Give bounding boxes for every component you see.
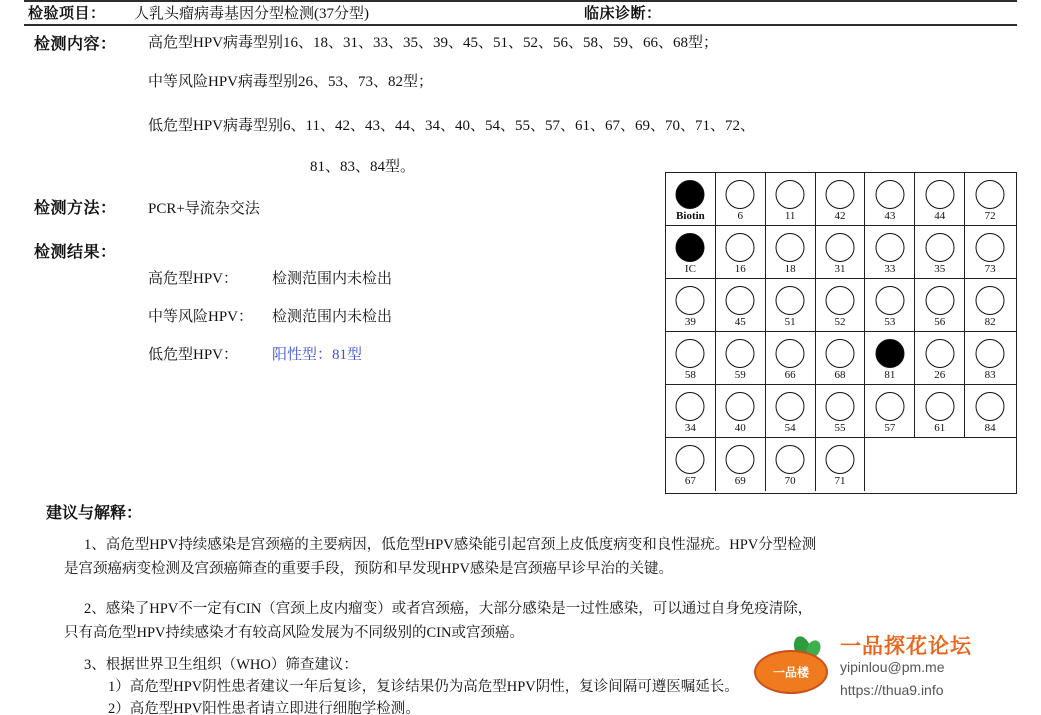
advice-item-1-line-1: 1、高危型HPV持续感染是宫颈癌的主要病因，低危型HPV感染能引起宫颈上皮低度病变和良性湿疣。HPV分型检测: [84, 537, 817, 553]
membrane-dot-label: 56: [934, 316, 946, 328]
membrane-dot-label: 67: [684, 475, 696, 487]
membrane-dot-label: 35: [934, 263, 946, 275]
membrane-cell: [816, 332, 866, 384]
advice-item-3-line-3: 2）高危型HPV阳性患者请立即进行细胞学检测。: [108, 701, 420, 715]
membrane-row: [666, 385, 1016, 438]
membrane-dot-negative: [726, 392, 755, 421]
membrane-dot-label: 66: [784, 369, 796, 381]
result-row-value: 检测范围内未检出: [272, 309, 393, 325]
exam-item-value: 人乳头瘤病毒基因分型检测(37分型): [134, 6, 369, 22]
detection-result-label: 检测结果：: [34, 244, 117, 261]
header-rule-bottom: [24, 24, 1017, 26]
result-row-value-positive: 阳性型：81型: [272, 347, 363, 363]
membrane-cell: [716, 385, 766, 437]
membrane-cell: [965, 279, 1015, 331]
membrane-cell: [766, 173, 816, 225]
advice-title: 建议与解释：: [46, 505, 143, 522]
membrane-dot-negative: [825, 445, 854, 474]
exam-item-label: 检验项目：: [28, 6, 106, 22]
membrane-cell: [716, 332, 766, 384]
membrane-dot-negative: [825, 339, 854, 368]
membrane-dot-negative: [825, 286, 854, 315]
membrane-dot-negative: [676, 339, 705, 368]
hpv-membrane-panel: [665, 172, 1017, 494]
detection-method-label: 检测方法：: [34, 200, 117, 217]
membrane-dot-negative: [776, 339, 805, 368]
membrane-cell: [666, 226, 716, 278]
logo-ellipse: [754, 650, 828, 694]
membrane-dot-negative: [726, 180, 755, 209]
membrane-dot-label: 83: [984, 369, 996, 381]
membrane-dot-negative: [726, 233, 755, 262]
membrane-dot-label: 61: [934, 422, 946, 434]
advice-item-3-line-2: 1）高危型HPV阴性患者建议一年后复诊，复诊结果仍为高危型HPV阴性，复诊间隔可遵医嘱延长。: [108, 679, 739, 695]
membrane-cell: [965, 332, 1015, 384]
membrane-dot-negative: [676, 392, 705, 421]
membrane-dot-label: 55: [834, 422, 846, 434]
membrane-cell: [915, 279, 965, 331]
membrane-cell: [865, 226, 915, 278]
membrane-dot-positive: [676, 233, 705, 262]
membrane-dot-positive: [676, 180, 705, 209]
membrane-dot-negative: [825, 180, 854, 209]
membrane-dot-negative: [976, 392, 1005, 421]
membrane-row: [666, 226, 1016, 279]
membrane-dot-negative: [925, 339, 954, 368]
membrane-dot-negative: [976, 286, 1005, 315]
membrane-dot-negative: [976, 180, 1005, 209]
result-row-key: 中等风险HPV：: [148, 309, 254, 325]
membrane-cell: [915, 332, 965, 384]
membrane-dot-negative: [925, 392, 954, 421]
result-row-value: 检测范围内未检出: [272, 271, 393, 287]
membrane-dot-negative: [925, 233, 954, 262]
membrane-cell: [666, 385, 716, 437]
logo-badge-text: 一品楼: [772, 665, 810, 680]
membrane-cell: [766, 279, 816, 331]
membrane-cell: [816, 279, 866, 331]
membrane-cell: [816, 226, 866, 278]
detection-content-line-2: 中等风险HPV病毒型别26、53、73、82型；: [148, 74, 434, 90]
membrane-dot-negative: [825, 233, 854, 262]
membrane-cell: [716, 279, 766, 331]
membrane-dot-label: Biotin: [676, 210, 705, 222]
membrane-dot-negative: [776, 392, 805, 421]
membrane-cell: [865, 332, 915, 384]
detection-content-line-1: 高危型HPV病毒型别16、18、31、33、35、39、45、51、52、56、58、59、66、68型；: [148, 35, 719, 51]
detection-method-value: PCR+导流杂交法: [148, 201, 260, 217]
membrane-dot-label: 69: [734, 475, 746, 487]
membrane-dot-label: 33: [884, 263, 896, 275]
watermark-email: yipinlou@pm.me: [840, 659, 945, 675]
membrane-row: [666, 173, 1016, 226]
membrane-dot-label: 31: [834, 263, 846, 275]
membrane-dot-label: 42: [834, 210, 846, 222]
membrane-dot-negative: [726, 445, 755, 474]
detection-content-line-3: 低危型HPV病毒型别6、11、42、43、44、34、40、54、55、57、61、67、69、70、71、72、: [148, 118, 755, 134]
membrane-dot-label: 71: [834, 475, 846, 487]
membrane-dot-negative: [875, 233, 904, 262]
membrane-row: [666, 332, 1016, 385]
membrane-cell: [766, 332, 816, 384]
membrane-dot-negative: [976, 233, 1005, 262]
membrane-row: [666, 279, 1016, 332]
membrane-cell: [915, 438, 965, 491]
membrane-cell: [666, 279, 716, 331]
membrane-cell: [865, 173, 915, 225]
membrane-dot-negative: [726, 339, 755, 368]
advice-item-2-line-2: 只有高危型HPV持续感染才有较高风险发展为不同级别的CIN或宫颈癌。: [64, 625, 524, 641]
membrane-dot-positive: [875, 339, 904, 368]
membrane-dot-label: 18: [784, 263, 796, 275]
membrane-cell: [965, 226, 1015, 278]
membrane-cell: [766, 385, 816, 437]
clinical-diagnosis-label: 临床诊断：: [584, 6, 662, 22]
membrane-dot-label: 40: [734, 422, 746, 434]
advice-item-2-line-1: 2、感染了HPV不一定有CIN（宫颈上皮内瘤变）或者宫颈癌，大部分感染是一过性感染，可以通过自身免疫清除，: [84, 601, 813, 617]
forum-watermark: [748, 630, 1038, 712]
membrane-dot-label: 6: [737, 210, 744, 222]
membrane-dot-label: 43: [884, 210, 896, 222]
membrane-dot-negative: [776, 180, 805, 209]
membrane-cell: [666, 173, 716, 225]
membrane-dot-label: 68: [834, 369, 846, 381]
advice-item-3-line-1: 3、根据世界卫生组织（WHO）筛查建议：: [84, 657, 358, 673]
detection-content-label: 检测内容：: [34, 36, 117, 53]
membrane-cell: [766, 438, 816, 491]
membrane-cell: [666, 332, 716, 384]
membrane-dot-label: 82: [984, 316, 996, 328]
membrane-dot-label: 59: [734, 369, 746, 381]
membrane-cell: [915, 226, 965, 278]
membrane-dot-label: 16: [734, 263, 746, 275]
membrane-dot-label: 34: [684, 422, 696, 434]
membrane-cell: [816, 385, 866, 437]
membrane-dot-negative: [726, 286, 755, 315]
membrane-dot-negative: [925, 286, 954, 315]
detection-content-line-4: 81、83、84型。: [310, 159, 416, 175]
membrane-dot-label: 73: [984, 263, 996, 275]
result-row-key: 高危型HPV：: [148, 271, 239, 287]
membrane-dot-label: 53: [884, 316, 896, 328]
membrane-cell: [965, 438, 1015, 491]
membrane-cell: [766, 226, 816, 278]
membrane-dot-negative: [875, 392, 904, 421]
membrane-cell: [816, 438, 866, 491]
membrane-dot-negative: [875, 180, 904, 209]
membrane-dot-negative: [776, 286, 805, 315]
membrane-dot-label: 44: [934, 210, 946, 222]
membrane-cell: [915, 385, 965, 437]
membrane-dot-negative: [976, 339, 1005, 368]
membrane-dot-label: 57: [884, 422, 896, 434]
membrane-dot-label: 84: [984, 422, 996, 434]
membrane-dot-label: 52: [834, 316, 846, 328]
membrane-dot-negative: [676, 286, 705, 315]
membrane-dot-label: 26: [934, 369, 946, 381]
membrane-dot-label: 11: [784, 210, 796, 222]
membrane-cell: [816, 173, 866, 225]
membrane-cell: [716, 226, 766, 278]
membrane-cell: [716, 438, 766, 491]
advice-item-1-line-2: 是宫颈癌病变检测及宫颈癌筛查的重要手段，预防和早发现HPV感染是宫颈癌早诊早治的关键。: [64, 561, 674, 577]
membrane-cell: [865, 438, 915, 491]
membrane-row: [666, 438, 1016, 491]
membrane-cell: [666, 438, 716, 491]
membrane-dot-label: 70: [784, 475, 796, 487]
membrane-cell: [915, 173, 965, 225]
membrane-dot-label: 39: [684, 316, 696, 328]
membrane-dot-negative: [825, 392, 854, 421]
membrane-dot-label: IC: [684, 263, 696, 275]
membrane-cell: [865, 385, 915, 437]
watermark-title: 一品探花论坛: [840, 634, 972, 658]
membrane-dot-label: 81: [884, 369, 896, 381]
result-row-key: 低危型HPV：: [148, 347, 239, 363]
membrane-cell: [965, 173, 1015, 225]
membrane-dot-negative: [776, 445, 805, 474]
membrane-dot-label: 51: [784, 316, 796, 328]
forum-logo-icon: [754, 636, 828, 694]
membrane-dot-label: 58: [684, 369, 696, 381]
membrane-dot-negative: [875, 286, 904, 315]
membrane-dot-negative: [676, 445, 705, 474]
watermark-url: https://thua9.info: [840, 682, 944, 698]
membrane-cell: [865, 279, 915, 331]
membrane-dot-negative: [776, 233, 805, 262]
membrane-cell: [965, 385, 1015, 437]
membrane-dot-label: 72: [984, 210, 996, 222]
membrane-dot-negative: [925, 180, 954, 209]
membrane-dot-label: 45: [734, 316, 746, 328]
membrane-dot-label: 54: [784, 422, 796, 434]
membrane-cell: [716, 173, 766, 225]
